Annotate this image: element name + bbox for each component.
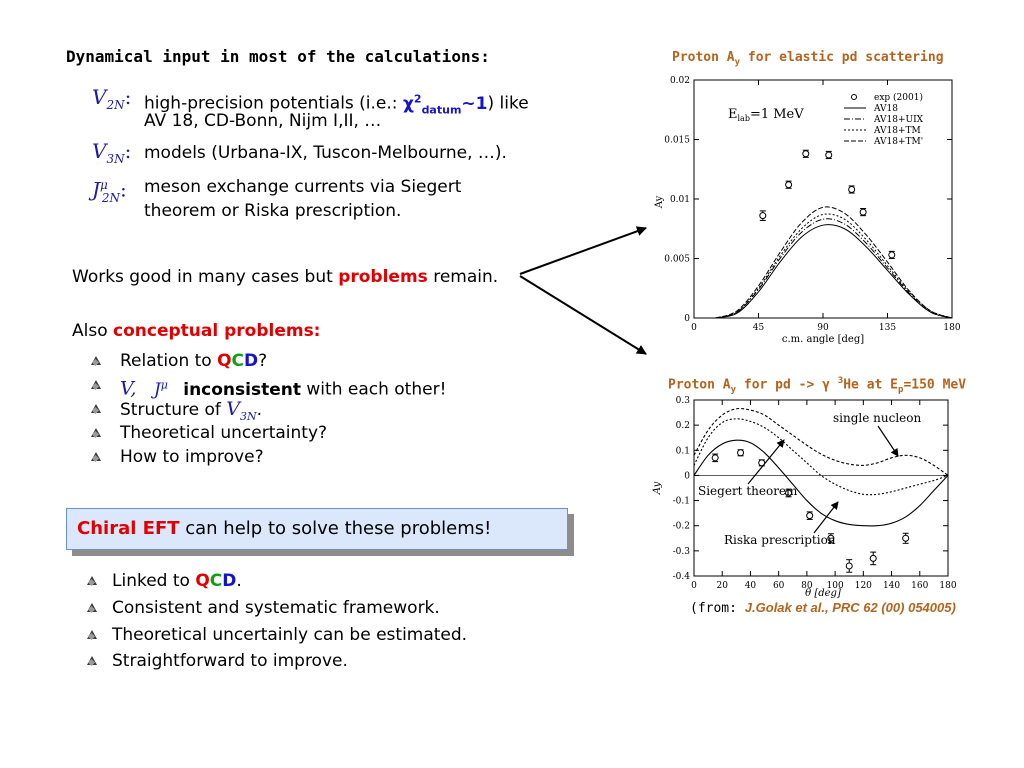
benefit-item: Theoretical uncertainly can be estimated. [112,625,468,645]
y-tick-label: -0.3 [672,546,690,557]
data-point [870,555,876,561]
label-riska: Riska prescription [724,533,836,547]
y-tick-label: 0.02 [669,76,690,86]
data-point [860,209,866,215]
problem-structure: Structure of $V_{3N}$. [120,398,263,423]
x-tick-label: 160 [911,581,929,591]
citation: (from: J.Golak et al., PRC 62 (00) 054005) [690,600,956,616]
also-line: Also conceptual problems: [72,321,321,341]
benefit-item: Consistent and systematic framework. [112,598,440,618]
x-tick-label: 90 [817,323,829,333]
problem-inconsistent: V, $J^\mu$ inconsistent with each other! [120,377,447,400]
y-tick-label: 0.015 [664,135,690,146]
pointer-single-nucleon [878,426,898,456]
x-tick-label: 180 [939,581,957,591]
y-tick-label: 0.005 [664,254,690,265]
y-tick-label: 0.01 [669,195,690,205]
data-point [807,513,813,519]
v2n-text-line2: AV 18, CD-Bonn, Nijm I,II, … [144,111,382,131]
legend-entry: AV18+UIX [874,115,924,125]
data-point [712,455,718,461]
y-tick-label: 0.3 [675,396,690,406]
data-point [738,450,744,456]
top-legend [844,92,924,147]
j2n-text-line1: meson exchange currents via Siegert [144,177,462,197]
y-tick-label: 0.1 [675,446,690,457]
series-line [716,225,953,318]
legend-marker [852,95,857,100]
data-point [760,213,766,219]
x-tick-label: 0 [691,323,697,333]
chart-bottom [648,392,968,600]
chiral-eft-box: Chiral EFT can help to solve these problems! [66,508,568,550]
label-siegert: Siegert theorem [698,484,798,498]
works-line: Works good in many cases but problems remain. [72,267,499,287]
v2n-symbol: $V_{2N}$: [92,85,132,112]
y-tick-label: 0 [684,471,690,482]
y-tick-label: 0 [684,314,690,324]
chart-top [648,72,968,347]
v3n-text: models (Urbana-IX, Tuscon-Melbourne, …). [144,143,507,163]
top-chart-title: Proton $A_y$ for elastic pd scattering [672,50,944,68]
legend-entry: AV18 [874,104,899,114]
pointer-riska [814,502,838,533]
label-single-nucleon: single nucleon [833,411,922,425]
pointer-siegert [748,440,784,484]
problem-qcd: Relation to QCD? [120,351,268,371]
y-tick-label: -0.1 [672,496,690,507]
data-point [846,563,852,569]
series-line [716,214,953,318]
data-point [849,186,855,192]
slide-heading: Dynamical input in most of the calculations: [66,47,490,66]
x-tick-label: 60 [772,581,785,591]
arrow-to-top-chart [520,228,646,274]
data-point [786,182,792,188]
x-axis-label: θ [deg] [805,588,841,599]
legend-entry: AV18+TM' [874,137,924,147]
x-tick-label: 0 [691,581,697,591]
x-tick-label: 120 [854,581,872,591]
v2n-text-line1: high-precision potentials (i.e.: $\chi^2_{datum}\sim 1$) like [144,92,529,117]
j2n-symbol: $J^\mu_{2N}$: [92,177,127,205]
arrow-to-bottom-chart [520,276,646,354]
y-tick-label: -0.4 [672,572,690,582]
x-tick-label: 80 [801,581,813,591]
x-tick-label: 140 [882,581,901,591]
data-point [889,252,895,258]
benefit-linked: Linked to QCD. [112,571,242,591]
benefit-item: Straightforward to improve. [112,651,348,671]
chi-squared: $\chi^2_{datum}\sim 1$ [402,92,488,117]
x-tick-label: 40 [744,581,757,591]
problem-improve: How to improve? [120,447,264,467]
data-point [903,535,909,541]
y-tick-label: 0.2 [675,421,690,432]
x-tick-label: 20 [716,581,728,591]
x-tick-label: 135 [878,323,897,333]
x-tick-label: 45 [752,323,765,333]
x-axis-label: c.m. angle [deg] [781,334,865,345]
annotation-elab: $E_{lab}=1$ MeV [728,107,804,123]
data-point [803,151,809,157]
legend-entry: AV18+TM [874,126,921,136]
y-tick-label: -0.2 [672,521,690,532]
v3n-symbol: $V_{3N}$: [92,139,132,166]
legend-entry: exp (2001) [874,93,923,103]
series-line [716,219,953,318]
j2n-text-line2: theorem or Riska prescription. [144,201,402,221]
y-axis-label: Ay [654,195,665,209]
bottom-chart-title: Proton $A_y$ for pd -> γ $^3$He at $E_p=150$ MeV [668,376,967,395]
problem-uncertainty: Theoretical uncertainty? [120,423,328,443]
x-tick-label: 180 [943,323,961,333]
x-tick-label: 100 [826,581,844,591]
data-point [826,152,832,158]
y-axis-label: Ay [652,481,663,495]
